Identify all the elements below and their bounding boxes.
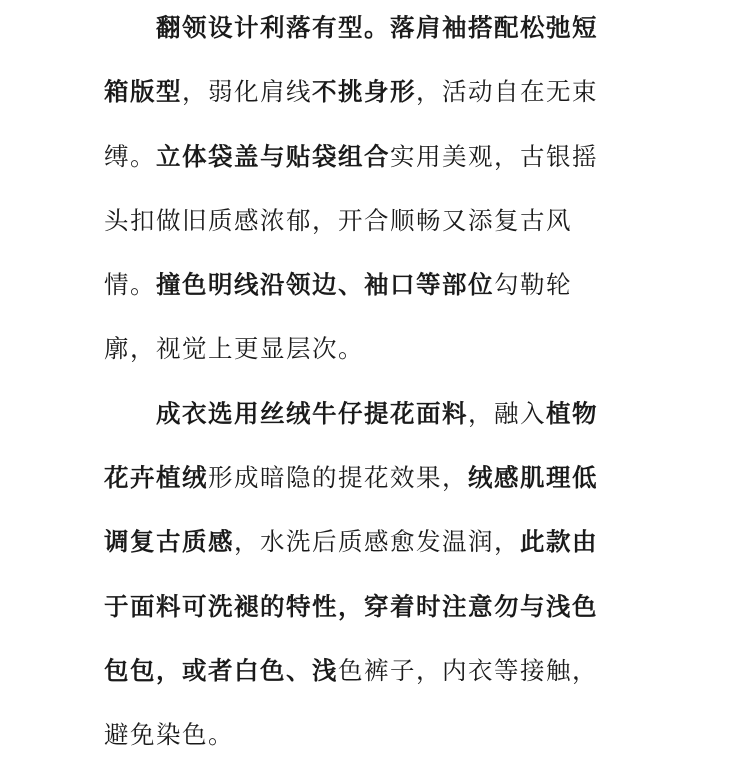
text-line [104,450,664,514]
text-line [104,707,664,771]
paragraph-collar-design [104,0,664,386]
text-run: ，水洗后质感愈发温润， [234,527,520,557]
text-run: ，融入 [468,398,546,428]
text-line [104,321,664,385]
text-line [104,64,664,128]
text-run-bold: 不挑身形 [312,77,416,107]
text-line [104,193,664,257]
text-run: 勾勒轮 [494,270,572,300]
text-run-bold: 立体袋盖与贴袋组合 [156,141,390,171]
text-line [104,386,664,450]
text-run-bold: 箱版型 [104,77,182,107]
text-run: 实用美观，古银摇 [390,141,598,171]
text-run-bold: 包包，或者白色、浅 [104,655,338,685]
text-run: ，弱化肩线 [182,77,312,107]
text-run-bold: 此款由 [520,527,598,557]
text-run: ，活动自在无束 [416,77,598,107]
text-run-bold: 绒感肌理低 [468,463,598,493]
text-run-bold: 翻领设计利落有型。落肩袖搭配松弛短 [156,13,598,42]
text-run: 形成暗隐的提花效果， [208,463,468,493]
text-run-bold: 成衣选用丝绒牛仔提花面料 [156,398,468,428]
text-line [104,514,664,578]
text-run: 廓，视觉上更显层次。 [104,334,364,364]
text-run: 情。 [104,270,156,300]
text-run-bold: 于面料可洗褪的特性，穿着时注意勿与浅色 [104,591,598,621]
text-run-bold: 花卉植绒 [104,463,208,493]
text-run: 缚。 [104,141,156,171]
text-run: 头扣做旧质感浓郁，开合顺畅又添复古风 [104,205,572,235]
text-line [104,257,664,321]
text-line [104,579,664,643]
text-line [104,0,664,64]
text-run: 避免染色。 [104,720,234,750]
text-line [104,129,664,193]
text-run-bold: 植物 [546,398,598,428]
text-run: 色裤子，内衣等接触， [338,655,598,685]
paragraph-fabric-care [104,386,664,772]
text-run-bold: 调复古质感 [104,527,234,557]
article-body [104,0,664,772]
text-run-bold: 撞色明线沿领边、袖口等部位 [156,270,494,300]
text-line [104,643,664,707]
